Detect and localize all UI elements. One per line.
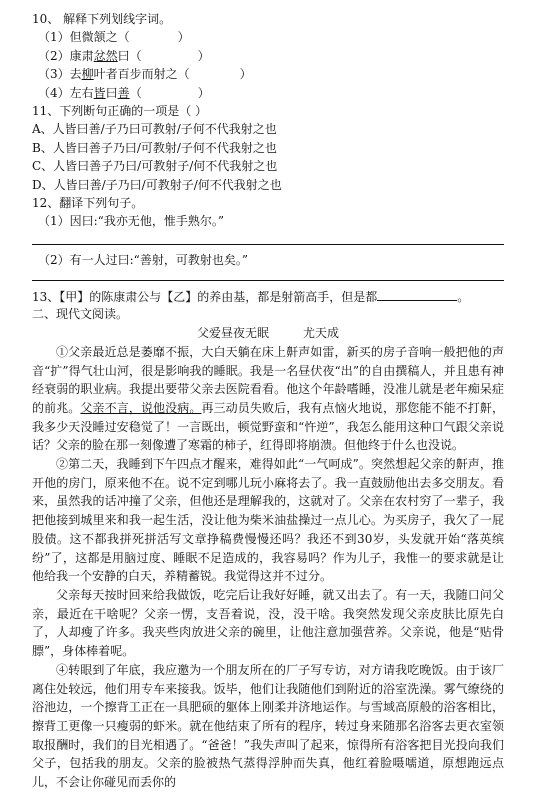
q13-question: 13、【甲】的陈康肃公与【乙】的养由基，都是射箭高手，但是都 。: [32, 287, 504, 305]
article-paragraph-2: ②第二天，我睡到下午四点才醒来，难得如此“一气呵成”。突然想起父亲的鼾声，推开他的房门，原来他不在。说不定到哪儿玩小麻将去了。我一直鼓励他出去多交朋友。看来，虽然我的话冲撞了父亲，但他还是理解我的，这就对了。父亲在农村穷了一辈子，我把他接到城里来和我一起生活，没让他为柴米油盐操过一点儿心。为买房子，我欠了一屁股债。这不都我拼死拼活写文章挣稿费慢慢还吗？我还不到30岁，头发就开始“落英缤纷”了，这都是用脑过度、睡眠不足造成的，我容易吗？作为儿子，我惟一的要求就是让他给我一个安静的白天，养精蓄锐。我觉得这并不过分。: [32, 457, 504, 584]
q12-answer-line-2[interactable]: [32, 279, 504, 281]
section-title: 二、现代文阅读。: [32, 307, 129, 322]
article-author: 尤天成: [303, 325, 340, 340]
q12-answer-line-1[interactable]: [32, 243, 504, 245]
q11-option-b: B、人皆曰善子乃曰/可教射/子何不代我射之也: [32, 140, 277, 155]
q10-item-3: （3）去柳叶者百步而射之（ ）: [38, 67, 252, 82]
q10-title: 10、 解释下列划线字词。: [32, 12, 172, 26]
q10-item-2: （2）康肃忿然曰（ ）: [38, 48, 210, 63]
q12-sentence-2: （2）有一人过曰:“善射，可教射也矣。”: [38, 252, 248, 267]
exam-page: [32, 10, 504, 792]
q10-item-1: （1）但微颔之（ ）: [38, 30, 190, 45]
article-paragraph-4: ④转眼到了年底，我应邀为一个朋友所在的厂子写专访，对方请我吃晚饭。由于该厂离住处较远，他们用专车来接我。饭毕，他们让我随他们到附近的浴室洗澡。雾气缭绕的浴池边，一个擦背工正在一具肥硕的躯体上刚柔并济地运作。与雪域高原般的浴客相比，擦背工更像一只瘦弱的虾米。就在他结束了所有的程序，转过身来随那名浴客去更衣室领取报酬时，我们的目光相遇了。“爸爸！”我失声叫了起来，惊得所有浴客把目光投向我们父子，包括我的朋友。父亲的脸被热气蒸得浮肿而失真，他红着脸嗫嚅道，原想跑远点儿，不会让你碰见而丢你的: [32, 662, 504, 790]
q11-option-d: D、人皆曰善/子乃曰/可教射子/何不代我射之也: [32, 177, 282, 192]
article-underlined-sentence: 父亲不言，说他没病。: [80, 400, 202, 415]
q10-item-4: （4）左右皆曰善（ ）: [38, 85, 210, 100]
article-title-row: [32, 324, 504, 343]
article-paragraph-3: 父亲每天按时回来给我做饭，吃完后让我好好睡，就又出去了。有一天，我随口问父亲，最近在干啥呢？父亲一愣，支吾着说，没，没干啥。我突然发现父亲皮肤比原先白了，人却瘦了许多。我夹些肉放进父亲的碗里，让他注意加强营养。父亲说，他是“贴骨膘”，身体棒着呢。: [32, 588, 504, 659]
article-title: 父爱昼夜无眠: [196, 325, 269, 340]
article-paragraph-1: ①父亲最近总是萎靡不振，大白天躺在床上鼾声如雷，新买的房子音响一般把他的声音“扩”得气壮山河，很是影响我的睡眠。我是一名昼伏夜“出”的自由撰稿人，并且患有神经衰弱的职业病。我提出要带父亲去医院看看。他这个年龄嗜睡，没准儿就是老年痴呆症的前兆。父亲不言，说他没病。再三动员失败后，我有点恼火地说，那您能不能不打鼾，我多少天没睡过安稳觉了！一言既出，顿觉野蛮和“忤逆”，我怎么能用这种口气跟父亲说话？父亲的脸在那一刻像遭了寒霜的柿子，红得即将崩溃。但他终于什么也没说。: [32, 344, 504, 453]
q13-answer-blank[interactable]: [377, 287, 457, 301]
q11-title: 11、下列断句正确的一项是（ ）: [32, 103, 208, 118]
q12-title: 12、翻译下列句子。: [32, 195, 144, 210]
q11-option-a: A、人皆曰善/子乃曰可教射/子何不代我射之也: [32, 122, 277, 137]
q11-option-c: C、人皆曰善子乃曰/可教射子/何不代我射之也: [32, 159, 278, 174]
q12-sentence-1: （1）因曰:“我亦无他，惟手熟尔。”: [38, 214, 224, 229]
